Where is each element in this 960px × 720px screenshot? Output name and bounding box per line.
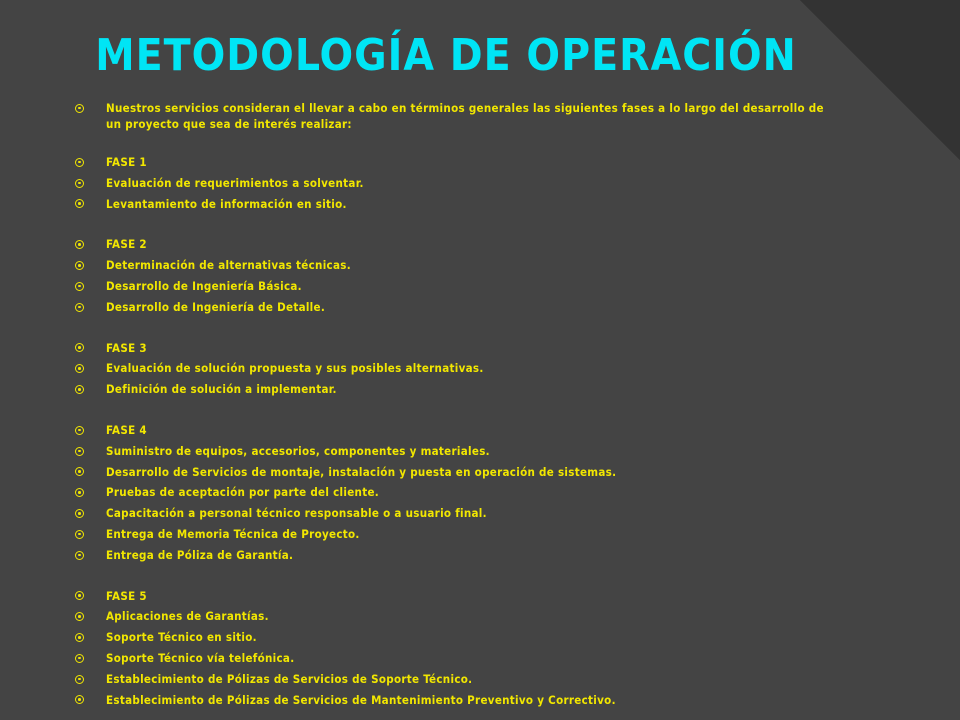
phase-item-text: Establecimiento de Pólizas de Servicios de Soporte Técnico. [106, 671, 473, 686]
phase-heading-text: FASE 5 [106, 588, 147, 603]
phase-item [70, 358, 840, 379]
phase-item-text: Desarrollo de Ingeniería de Detalle. [106, 299, 326, 314]
phase-heading [70, 152, 840, 173]
phase-item [70, 524, 840, 545]
slide-title: METODOLOGÍA DE OPERACIÓN [95, 30, 797, 81]
circle-dot-bullet-icon [73, 503, 86, 524]
phase-item [70, 482, 840, 503]
phase-item-text: Soporte Técnico en sitio. [106, 630, 257, 645]
phase-item-text: Evaluación de solución propuesta y sus posibles alternativas. [106, 361, 484, 376]
phase-item [70, 690, 840, 711]
intro-paragraph [70, 100, 840, 132]
phase-item [70, 606, 840, 627]
phase-item-text: Entrega de Póliza de Garantía. [106, 547, 294, 562]
circle-dot-bullet-icon [73, 669, 86, 690]
circle-dot-bullet-icon [73, 194, 86, 215]
circle-dot-bullet-icon [73, 482, 86, 503]
phase-item-text: Pruebas de aceptación por parte del cliente. [106, 485, 379, 500]
phase-item-text: Establecimiento de Pólizas de Servicios de Mantenimiento Preventivo y Correctivo. [106, 692, 616, 707]
circle-dot-bullet-icon [73, 586, 86, 607]
circle-dot-bullet-icon [73, 462, 86, 483]
circle-dot-bullet-icon [73, 338, 86, 359]
phase-item-text: Determinación de alternativas técnicas. [106, 258, 351, 273]
phase-item-text: Levantamiento de información en sitio. [106, 196, 347, 211]
circle-dot-bullet-icon [73, 255, 86, 276]
phase-heading [70, 420, 840, 441]
phase-heading-text: FASE 1 [106, 155, 147, 169]
phase-item-text: Entrega de Memoria Técnica de Proyecto. [106, 526, 360, 541]
phase-item-text: Aplicaciones de Garantías. [106, 609, 269, 624]
phase-heading [70, 234, 840, 255]
phase-item-text: Desarrollo de Ingeniería Básica. [106, 278, 302, 293]
circle-dot-bullet-icon [73, 358, 86, 379]
phase-item [70, 627, 840, 648]
phase-heading [70, 338, 840, 359]
circle-dot-bullet-icon [73, 648, 86, 669]
phase-item [70, 545, 840, 566]
phase-item [70, 669, 840, 690]
phase-item [70, 648, 840, 669]
phase-heading [70, 586, 840, 607]
phase-item [70, 462, 840, 483]
phase-item-text: Definición de solución a implementar. [106, 382, 337, 397]
circle-dot-bullet-icon [73, 627, 86, 648]
circle-dot-bullet-icon [73, 234, 86, 255]
circle-dot-bullet-icon [73, 100, 86, 116]
phase-item [70, 173, 840, 194]
phase-item [70, 503, 840, 524]
phase-item-text: Capacitación a personal técnico responsable o a usuario final. [106, 506, 487, 521]
phase-heading-text: FASE 4 [106, 422, 147, 437]
circle-dot-bullet-icon [73, 441, 86, 462]
phase-item [70, 297, 840, 318]
phase-heading-text: FASE 3 [106, 340, 147, 355]
circle-dot-bullet-icon [73, 173, 86, 194]
circle-dot-bullet-icon [73, 545, 86, 566]
phase-item [70, 276, 840, 297]
circle-dot-bullet-icon [73, 276, 86, 297]
circle-dot-bullet-icon [73, 297, 86, 318]
circle-dot-bullet-icon [73, 379, 86, 400]
phase-item-text: Soporte Técnico vía telefónica. [106, 650, 295, 665]
phase-item-text: Desarrollo de Servicios de montaje, instalación y puesta en operación de sistemas. [106, 464, 617, 479]
phase-item [70, 441, 840, 462]
circle-dot-bullet-icon [73, 606, 86, 627]
phase-heading-text: FASE 2 [106, 237, 147, 252]
phase-item-text: Suministro de equipos, accesorios, componentes y materiales. [106, 443, 490, 458]
circle-dot-bullet-icon [73, 524, 86, 545]
bullet-list [70, 100, 840, 710]
phase-item-text: Evaluación de requerimientos a solventar. [106, 175, 364, 190]
circle-dot-bullet-icon [73, 152, 86, 173]
intro-text: Nuestros servicios consideran el llevar a cabo en términos generales las siguientes fases a lo largo del desarrollo de un proyecto que sea de interés realizar: [106, 101, 824, 131]
phase-item [70, 379, 840, 400]
phase-item [70, 255, 840, 276]
circle-dot-bullet-icon [73, 690, 86, 711]
circle-dot-bullet-icon [73, 420, 86, 441]
phase-item [70, 194, 840, 215]
